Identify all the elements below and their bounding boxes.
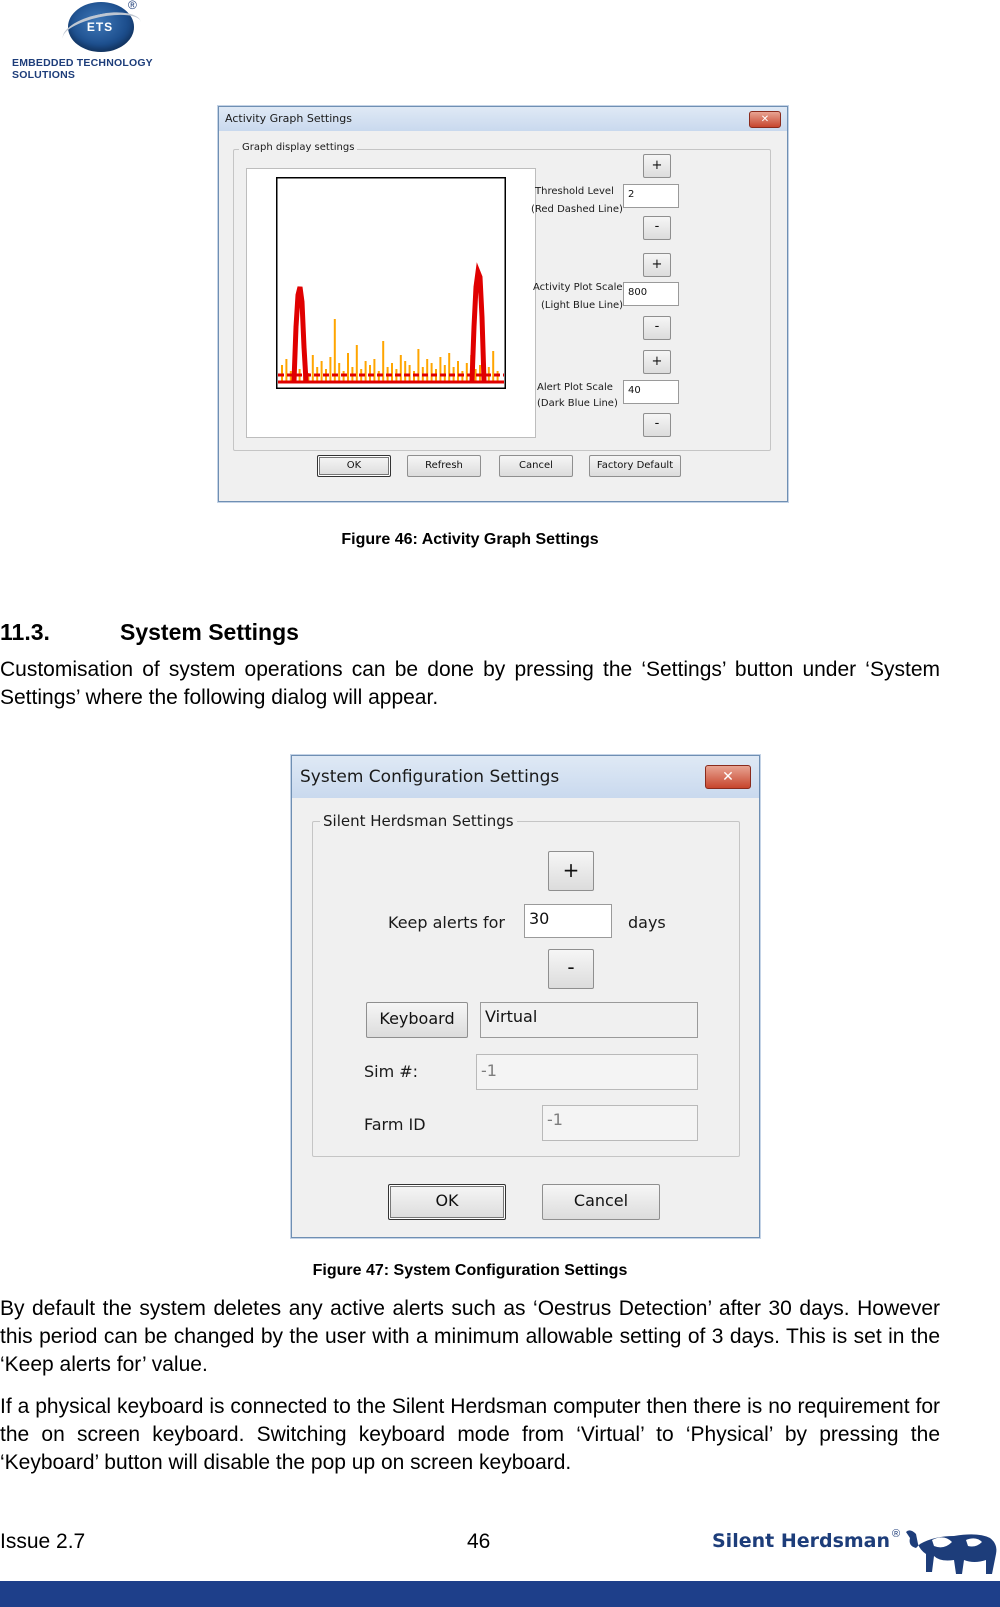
dialog-title: Activity Graph Settings (225, 112, 352, 125)
days-label: days (628, 913, 666, 932)
refresh-button[interactable]: Refresh (407, 455, 481, 477)
threshold-label: Threshold Level (535, 186, 614, 197)
plot-scale-plus-button[interactable]: + (643, 253, 671, 277)
paragraph-alerts: By default the system deletes any active alerts such as ‘Oestrus Detection’ after 30 days. However this period can be changed by the user with a minimum allowable setting of 3 days. This is set in the ‘Keep alerts for’ value. (0, 1297, 940, 1376)
dialog-titlebar (292, 756, 759, 798)
dialog-titlebar (219, 107, 787, 131)
section-intro: Customisation of system operations can be done by pressing the ‘Settings’ button under ‘System Settings’ where the following dialog will appear. (0, 658, 940, 709)
footer-bar (0, 1581, 1000, 1607)
section-number: 11.3. (0, 619, 50, 645)
farm-id-label: Farm ID (364, 1115, 426, 1134)
close-icon[interactable]: ✕ (705, 765, 751, 789)
figure-46-caption: Figure 46: Activity Graph Settings (341, 531, 599, 548)
section-title: System Settings (120, 619, 299, 645)
threshold-sublabel: (Red Dashed Line) (531, 204, 623, 215)
plot-scale-label: Activity Plot Scale (533, 282, 623, 293)
system-configuration-dialog (291, 755, 760, 1238)
ets-logo-text: ETS (86, 20, 114, 34)
brand-name: Silent Herdsman (712, 1530, 891, 1552)
figure-47-caption: Figure 47: System Configuration Settings (312, 1262, 628, 1279)
threshold-plus-button[interactable]: + (643, 154, 671, 178)
keyboard-mode-field: Virtual (480, 1002, 698, 1038)
cow-icon (904, 1520, 1000, 1576)
threshold-minus-button[interactable]: - (643, 216, 671, 240)
threshold-input[interactable]: 2 (623, 184, 679, 208)
cancel-button[interactable]: Cancel (499, 455, 573, 477)
keep-alerts-plus-button[interactable]: + (548, 851, 594, 891)
silent-herdsman-logo (712, 1528, 1000, 1580)
close-icon[interactable]: ✕ (749, 111, 781, 128)
factory-default-button[interactable]: Factory Default (589, 455, 681, 477)
keyboard-button[interactable]: Keyboard (366, 1002, 468, 1038)
cancel-button[interactable]: Cancel (542, 1184, 660, 1220)
ets-logo (0, 0, 200, 81)
issue-number: Issue 2.7 (0, 1530, 86, 1553)
plot-scale-sublabel: (Light Blue Line) (541, 300, 624, 311)
alert-scale-plus-button[interactable]: + (643, 350, 671, 374)
dialog-title: System Configuration Settings (300, 767, 560, 787)
keep-alerts-input[interactable]: 30 (524, 904, 612, 938)
alert-scale-minus-button[interactable]: - (643, 413, 671, 437)
sim-label: Sim #: (364, 1062, 419, 1081)
brand-registered-mark: ® (892, 1528, 901, 1540)
plot-scale-minus-button[interactable]: - (643, 316, 671, 340)
sim-number-field: -1 (476, 1054, 698, 1090)
group-label: Graph display settings (239, 142, 357, 153)
activity-graph (276, 177, 506, 389)
farm-id-field: -1 (542, 1105, 698, 1141)
ok-button[interactable]: OK (317, 455, 391, 477)
paragraph-keyboard: If a physical keyboard is connected to the Silent Herdsman computer then there is no requirement for the on screen keyboard. Switching keyboard mode from ‘Virtual’ to ‘Physical’ by pressing the ‘Keyboard’ button will disable the pop up on screen keyboard. (0, 1395, 940, 1474)
registered-mark: ® (128, 0, 137, 12)
alert-scale-label: Alert Plot Scale (537, 382, 613, 393)
page-number: 46 (467, 1530, 491, 1553)
plot-scale-input[interactable]: 800 (623, 282, 679, 306)
activity-graph-settings-dialog (218, 106, 788, 502)
logo-caption: EMBEDDED TECHNOLOGY SOLUTIONS (12, 57, 153, 81)
alert-scale-sublabel: (Dark Blue Line) (537, 398, 618, 409)
group-label: Silent Herdsman Settings (320, 812, 517, 830)
alert-scale-input[interactable]: 40 (623, 380, 679, 404)
keep-alerts-minus-button[interactable]: - (548, 949, 594, 989)
keep-alerts-label: Keep alerts for (388, 913, 505, 932)
ok-button[interactable]: OK (388, 1184, 506, 1220)
